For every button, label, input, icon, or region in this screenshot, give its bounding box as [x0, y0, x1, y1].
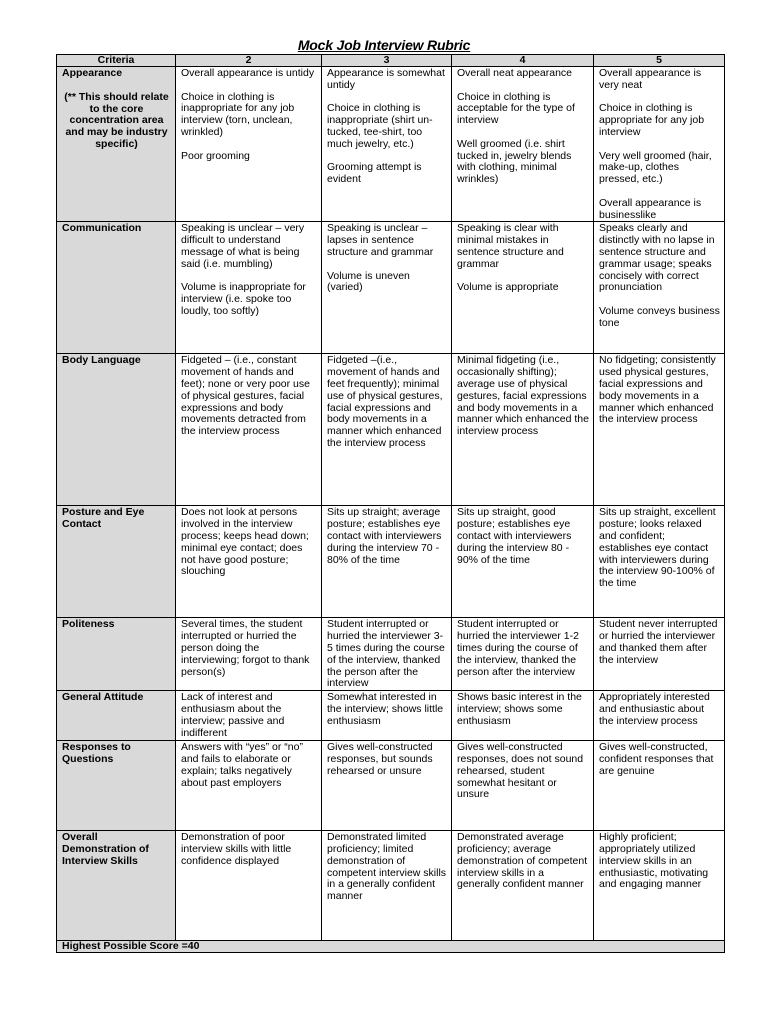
- score-2-cell: Demonstration of poor interview skills with little confidence displayed: [176, 831, 322, 941]
- table-row: [57, 222, 725, 354]
- criteria-cell: [57, 222, 176, 354]
- score-2-cell: Overall appearance is untidy Choice in clothing is inappropriate for any job interview (torn, unclean, wrinkled) Poor grooming: [176, 67, 322, 222]
- score-3-cell: Gives well-constructed responses, but sounds rehearsed or unsure: [322, 741, 452, 831]
- criteria-label: Responses to Questions: [62, 741, 131, 765]
- score-3-cell: Fidgeted –(i.e., movement of hands and feet frequently); minimal use of physical gestures, facial expressions and body movements in a manner which enhanced the interview process: [322, 354, 452, 506]
- criteria-cell: [57, 67, 176, 222]
- score-3-cell: Demonstrated limited proficiency; limited demonstration of competent interview skills in a generally confident manner: [322, 831, 452, 941]
- header-score-4: 4: [452, 55, 594, 67]
- header-row: [57, 55, 725, 67]
- score-4-cell: Speaking is clear with minimal mistakes in sentence structure and grammar Volume is appropriate: [452, 222, 594, 354]
- header-score-3: 3: [322, 55, 452, 67]
- criteria-cell: [57, 506, 176, 618]
- score-4-cell: Student interrupted or hurried the interviewer 1-2 times during the course of the interview, thanked the person after the interview: [452, 618, 594, 691]
- criteria-label: Politeness: [62, 618, 115, 631]
- score-4-cell: Overall neat appearance Choice in clothing is acceptable for the type of interview Well groomed (i.e. shirt tucked in, jewelry blends with clothing, minimal wrinkles): [452, 67, 594, 222]
- score-2-cell: Fidgeted – (i.e., constant movement of hands and feet); none or very poor use of physical gestures, facial expressions and body movements detracted from the interview process: [176, 354, 322, 506]
- score-3-cell: Somewhat interested in the interview; shows little enthusiasm: [322, 691, 452, 741]
- score-2-cell: Answers with “yes” or “no” and fails to elaborate or explain; talks negatively about past employers: [176, 741, 322, 831]
- score-3-cell: Speaking is unclear – lapses in sentence structure and grammar Volume is uneven (varied): [322, 222, 452, 354]
- header-score-2: 2: [176, 55, 322, 67]
- score-2-cell: Speaking is unclear – very difficult to understand message of what is being said (i.e. mumbling) Volume is inappropriate for interview (i.e. spoke too loudly, too softly): [176, 222, 322, 354]
- score-4-cell: Gives well-constructed responses, does not sound rehearsed, student somewhat hesitant or unsure: [452, 741, 594, 831]
- score-2-cell: Does not look at persons involved in the interview process; keeps head down; minimal eye contact; does not have good posture; slouching: [176, 506, 322, 618]
- table-row: [57, 831, 725, 941]
- score-5-cell: Appropriately interested and enthusiastic about the interview process: [594, 691, 725, 741]
- criteria-label: Communication: [62, 222, 142, 235]
- page-title: Mock Job Interview Rubric: [297, 37, 471, 53]
- criteria-label: General Attitude: [62, 691, 144, 704]
- header-criteria: Criteria: [57, 55, 176, 67]
- score-4-cell: Shows basic interest in the interview; shows some enthusiasm: [452, 691, 594, 741]
- score-5-cell: Speaks clearly and distinctly with no lapse in sentence structure and grammar usage; speaks concisely with correct pronunciation Volume conveys business tone: [594, 222, 725, 354]
- table-row: [57, 506, 725, 618]
- table-row: [57, 741, 725, 831]
- score-2-cell: Several times, the student interrupted or hurried the person doing the interviewing; forgot to thank person(s): [176, 618, 322, 691]
- score-5-cell: Sits up straight, excellent posture; looks relaxed and confident; establishes eye contact with interviewers during the interview 90-100% of the time: [594, 506, 725, 618]
- rubric-table: [56, 54, 725, 953]
- footer-row: [57, 941, 725, 953]
- score-5-cell: Student never interrupted or hurried the interviewer and thanked them after the interview: [594, 618, 725, 691]
- score-4-cell: Demonstrated average proficiency; average demonstration of competent interview skills in a generally confident manner: [452, 831, 594, 941]
- highest-score: Highest Possible Score =40: [57, 941, 725, 953]
- criteria-label: Overall Demonstration of Interview Skills: [62, 831, 149, 867]
- table-row: [57, 354, 725, 506]
- criteria-cell: [57, 618, 176, 691]
- score-3-cell: Student interrupted or hurried the interviewer 3-5 times during the course of the interview, thanked the person after the interview: [322, 618, 452, 691]
- header-score-5: 5: [594, 55, 725, 67]
- criteria-label: Posture and Eye Contact: [62, 506, 145, 531]
- criteria-cell: [57, 831, 176, 941]
- score-5-cell: Overall appearance is very neat Choice in clothing is appropriate for any job interview Very well groomed (hair, make-up, clothes pressed, etc.) Overall appearance is businesslike: [594, 67, 725, 222]
- score-5-cell: No fidgeting; consistently used physical gestures, facial expressions and body movements in a manner which enhanced the interview process: [594, 354, 725, 506]
- criteria-cell: [57, 354, 176, 506]
- score-2-cell: Lack of interest and enthusiasm about the interview; passive and indifferent: [176, 691, 322, 741]
- criteria-label: Body Language: [62, 354, 141, 367]
- score-3-cell: Sits up straight; average posture; establishes eye contact with interviewers during the interview 70 - 80% of the time: [322, 506, 452, 618]
- score-3-cell: Appearance is somewhat untidy Choice in clothing is inappropriate (shirt un-tucked, tee-shirt, too much jewelry, etc.) Grooming attempt is evident: [322, 67, 452, 222]
- table-row: [57, 618, 725, 691]
- score-5-cell: Gives well-constructed, confident responses that are genuine: [594, 741, 725, 831]
- criteria-cell: [57, 691, 176, 741]
- score-4-cell: Minimal fidgeting (i.e., occasionally shifting); average use of physical gestures, facial expressions and body movements in a manner which enhanced the interview process: [452, 354, 594, 506]
- score-5-cell: Highly proficient; appropriately utilized interview skills in an enthusiastic, motivating and engaging manner: [594, 831, 725, 941]
- criteria-label: Appearance: [62, 67, 123, 79]
- score-4-cell: Sits up straight, good posture; establishes eye contact with interviewers during the interview 80 - 90% of the time: [452, 506, 594, 618]
- criteria-note: (** This should relate to the core concentration area and may be industry specific): [64, 90, 169, 150]
- table-row: [57, 691, 725, 741]
- criteria-cell: [57, 741, 176, 831]
- table-row: [57, 67, 725, 222]
